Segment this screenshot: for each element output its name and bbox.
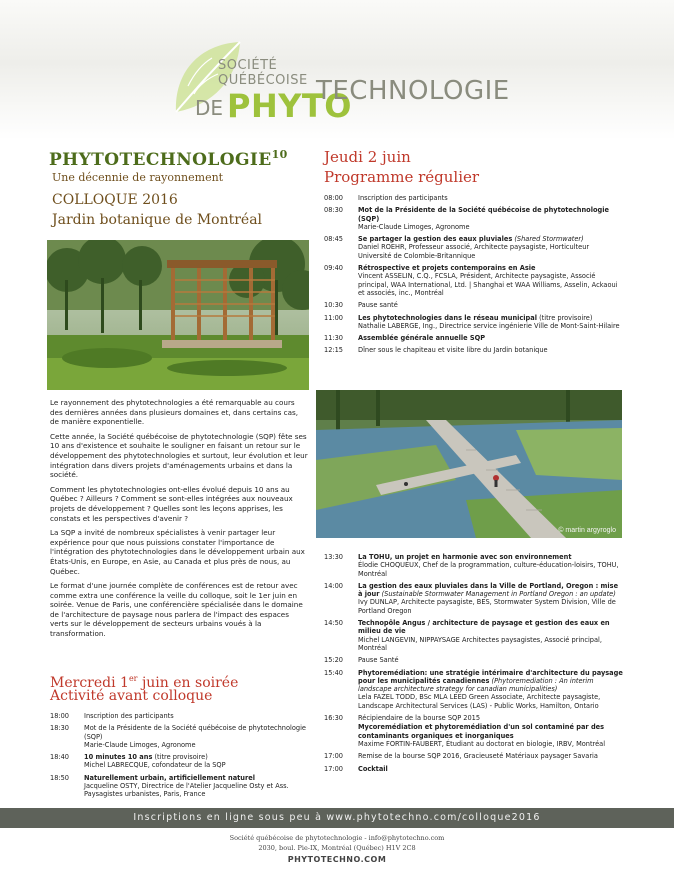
thursday-subtitle: Programme régulier bbox=[324, 168, 480, 186]
wednesday-schedule bbox=[50, 712, 308, 803]
schedule-detail: Michel LANGEVIN, NIPPAYSAGE Architectes paysagistes, Associé principal, Montréal bbox=[358, 635, 602, 652]
schedule-time: 09:40 bbox=[324, 264, 344, 273]
schedule-time: 08:30 bbox=[324, 206, 344, 215]
schedule-time: 08:45 bbox=[324, 235, 344, 244]
schedule-time: 12:15 bbox=[324, 346, 344, 355]
schedule-time bbox=[324, 723, 358, 748]
thursday-afternoon-schedule bbox=[324, 553, 624, 777]
wednesday-title: Mercredi 1er juin en soirée bbox=[50, 674, 239, 691]
schedule-title: Naturellement urbain, artificiellement naturel bbox=[84, 773, 255, 782]
schedule-title: Récipiendaire de la bourse SQP 2015 bbox=[358, 714, 481, 723]
schedule-title: Pause Santé bbox=[358, 656, 399, 665]
schedule-item bbox=[324, 206, 624, 231]
schedule-time: 18:00 bbox=[50, 712, 70, 720]
schedule-time: 08:00 bbox=[324, 194, 344, 202]
schedule-time: 13:30 bbox=[324, 553, 344, 561]
schedule-detail: Marie-Claude Limoges, Agronome bbox=[358, 222, 470, 231]
intro-text bbox=[50, 398, 308, 644]
schedule-time: 17:00 bbox=[324, 752, 344, 761]
photo-credit: © martin argyroglo bbox=[558, 527, 616, 534]
schedule-detail: Élodie CHOQUEUX, Chef de la programmation, culture-éducation-loisirs, TOHU, Montréal bbox=[358, 561, 619, 578]
schedule-time: 18:40 bbox=[50, 753, 70, 762]
event-colloque: COLLOQUE 2016 bbox=[52, 192, 178, 208]
schedule-title: Technopôle Angus / architecture de paysage et gestion des eaux en milieu de vie bbox=[358, 619, 610, 636]
intro-paragraph: La SQP a invité de nombreux spécialistes à venir partager leur expérience pour que nous puissions constater l'importance de l'intégration des phytotechnologies dans le développement urbain aux États-Unis, en Europe, en Asie, au Canada et plus près de nous, au Québec. bbox=[50, 528, 305, 576]
pavilion-photo-image bbox=[47, 240, 309, 390]
logo-text-quebecoise: QUÉBÉCOISE bbox=[218, 73, 308, 88]
schedule-detail: Ivy DUNLAP, Architecte paysagiste, BES, Stormwater System Division, Ville de Portland Oregon bbox=[358, 598, 616, 615]
schedule-detail: Vincent ASSELIN, C.Q., FCSLA, Président, Architecte paysagiste, Associé principal, WAA International, Ltd. | Shanghai et WAA Williams, Asselin, Ackaoui et associés, inc., Montréal bbox=[358, 272, 618, 297]
schedule-item bbox=[324, 656, 624, 664]
schedule-item bbox=[50, 774, 308, 799]
header bbox=[0, 0, 674, 140]
schedule-title: Inscription des participants bbox=[358, 194, 448, 202]
schedule-title: Mot de la Présidente de la Société québécoise de phytotechnologie (SQP) bbox=[84, 724, 306, 741]
boardwalk-photo bbox=[316, 390, 622, 538]
schedule-time: 16:30 bbox=[324, 714, 344, 723]
schedule-title: La TOHU, un projet en harmonie avec son environnement bbox=[358, 553, 572, 561]
intro-paragraph: Comment les phytotechnologies ont-elles évolué depuis 10 ans au Québec ? Ailleurs ? Comment se sont-elles intégrées aux nouveaux projets de développement ? Quelles sont les leçons apprises, les constats et les perspectives d'avenir ? bbox=[50, 484, 293, 523]
schedule-item bbox=[324, 346, 624, 354]
footer-contact: Société québécoise de phytotechnologie - info@phytotechno.com bbox=[229, 834, 445, 842]
schedule-detail: Maxime FORTIN-FAUBERT, Étudiant au doctorat en biologie, IRBV, Montréal bbox=[358, 739, 606, 748]
schedule-detail: Daniel ROEHR, Professeur associé, Architecte paysagiste, Horticulteur Université de Colombie-Britannique bbox=[358, 243, 590, 260]
logo-text-societe: SOCIÉTÉ bbox=[218, 58, 278, 73]
schedule-time: 15:40 bbox=[324, 668, 344, 677]
schedule-item bbox=[324, 723, 624, 748]
schedule-title: Les phytotechnologies dans le réseau municipal (titre provisoire) bbox=[358, 313, 593, 322]
schedule-item bbox=[324, 765, 624, 773]
schedule-time: 18:50 bbox=[50, 773, 70, 782]
schedule-title: La gestion des eaux pluviales dans la Ville de Portland, Oregon : mise à jour (Sustainable Stormwater Management in Portland Oregon : an update) bbox=[358, 581, 619, 599]
schedule-item bbox=[324, 314, 624, 331]
logo-text-de: DE bbox=[195, 96, 224, 120]
schedule-title: Inscription des participants bbox=[84, 712, 174, 720]
event-title: PHYTOTECHNOLOGIE$^{10}$ bbox=[49, 148, 288, 170]
schedule-detail: Michel LABRECQUE, cofondateur de la SQP bbox=[84, 761, 226, 770]
schedule-time: 11:30 bbox=[324, 334, 344, 343]
registration-link[interactable]: Inscriptions en ligne sous peu à www.phytotechno.com/colloque2016 bbox=[133, 812, 541, 823]
schedule-item bbox=[324, 582, 624, 615]
schedule-title: Dîner sous le chapiteau et visite libre du Jardin botanique bbox=[358, 346, 548, 355]
wednesday-subtitle: Activité avant colloque bbox=[50, 688, 213, 704]
event-place: Jardin botanique de Montréal bbox=[52, 212, 263, 228]
intro-paragraph: Le rayonnement des phytotechnologies a été remarquable au cours des dernières années dans plusieurs domaines et, dans certains cas, de manière exponentielle. bbox=[50, 398, 299, 427]
schedule-time: 18:30 bbox=[50, 724, 70, 733]
schedule-time: 10:30 bbox=[324, 301, 344, 310]
schedule-item bbox=[324, 264, 624, 297]
footer-address: 2030, boul. Pie-IX, Montréal (Québec) H1V 2C8 bbox=[258, 844, 416, 852]
intro-paragraph: Le format d'une journée complète de conférences est de retour avec comme extra une conférence la veille du colloque, soit le 1er juin en soirée. Venue de Paris, une conférencière spécialisée dans le domaine de l'architecture de paysage nous parlera de l'impact des espaces verts sur le développement de secteurs urbains voués à la transformation. bbox=[50, 581, 303, 639]
schedule-item bbox=[50, 753, 308, 770]
schedule-title: 10 minutes 10 ans (titre provisoire) bbox=[84, 753, 208, 762]
boardwalk-photo-image bbox=[316, 390, 622, 538]
schedule-item bbox=[324, 619, 624, 652]
thursday-title: Jeudi 2 juin bbox=[324, 148, 411, 166]
schedule-title: Se partager la gestion des eaux pluviales (Shared Stormwater) bbox=[358, 235, 584, 244]
schedule-title: Rétrospective et projets contemporains en Asie bbox=[358, 264, 536, 273]
schedule-time: 14:00 bbox=[324, 581, 344, 590]
schedule-time: 15:20 bbox=[324, 656, 344, 665]
schedule-title: Assemblée générale annuelle SQP bbox=[358, 334, 486, 343]
schedule-item bbox=[50, 724, 308, 749]
schedule-title: Mot de la Présidente de la Société québécoise de phytotechnologie (SQP) bbox=[358, 206, 609, 223]
logo-text-phyto: PHYTO bbox=[227, 87, 352, 125]
schedule-detail: Nathalie LABERGE, Ing., Directrice service ingénierie Ville de Mont-Saint-Hilaire bbox=[358, 321, 620, 330]
intro-paragraph: Cette année, la Société québécoise de phytotechnologie (SQP) fête ses 10 ans d'existence et souhaite le souligner en faisant un retour sur le développement des phytotechnologies et surtout, leur évolution et leur intégration dans divers projets d'aménagements urbains et dans la société. bbox=[50, 431, 308, 480]
footer-website-link[interactable]: PHYTOTECHNO.COM bbox=[287, 855, 387, 864]
schedule-time: 11:00 bbox=[324, 313, 344, 322]
schedule-item bbox=[324, 669, 624, 710]
schedule-title: Phytoremédiation: une stratégie intérimaire d'architecture du paysage pour les municipalités canadiennes (Phytoremediation : An interim landscape architecture strategy for canadian municipalities) bbox=[358, 668, 623, 694]
schedule-time: 14:50 bbox=[324, 619, 344, 628]
schedule-time: 17:00 bbox=[324, 764, 344, 773]
schedule-item bbox=[324, 752, 624, 760]
schedule-detail: Marie-Claude Limoges, Agronome bbox=[84, 740, 196, 749]
schedule-title: Pause santé bbox=[358, 301, 398, 310]
logo-text-technologie: TECHNOLOGIE bbox=[316, 76, 510, 106]
schedule-detail: Lela FAZEL TODD, BSc MLA LEED Green Associate, Architecte paysagiste, Landscape Architectural Services (LAS) - Public Works, Hamilton, Ontario bbox=[358, 693, 601, 710]
schedule-title: Remise de la bourse SQP 2016, Gracieuseté Matériaux paysager Savaria bbox=[358, 752, 598, 761]
event-subtitle: Une décennie de rayonnement bbox=[52, 171, 224, 184]
schedule-item bbox=[324, 714, 624, 722]
schedule-detail: Jacqueline OSTY, Directrice de l'Atelier Jacqueline Osty et Ass. Paysagistes urbanistes, Paris, France bbox=[84, 782, 289, 799]
pavilion-photo bbox=[47, 240, 309, 390]
schedule-item bbox=[324, 301, 624, 309]
schedule-title: Cocktail bbox=[358, 764, 388, 773]
schedule-item bbox=[50, 712, 308, 720]
schedule-item bbox=[324, 235, 624, 260]
schedule-item bbox=[324, 553, 624, 578]
schedule-item bbox=[324, 194, 624, 202]
schedule-title: Mycoremédiation et phytoremédiation d'un sol contaminé par des contaminants organiques et inorganiques bbox=[358, 723, 605, 740]
thursday-morning-schedule bbox=[324, 194, 624, 359]
schedule-item bbox=[324, 334, 624, 342]
